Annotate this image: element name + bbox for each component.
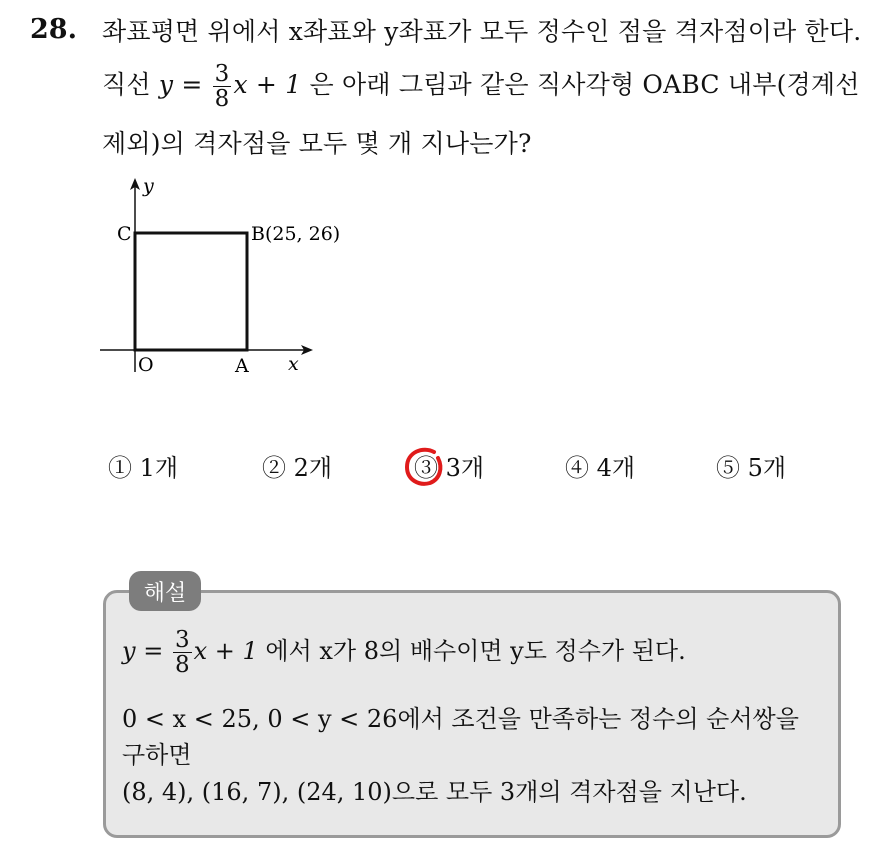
label-a: A [235, 355, 249, 377]
choice-1-text: 1개 [139, 454, 179, 482]
solution-fraction [173, 628, 192, 677]
label-c: C [117, 223, 132, 245]
solution-tag: 해설 [129, 571, 201, 611]
choice-5-marker: ⑤ [716, 454, 740, 482]
y-axis-label: y [143, 175, 154, 197]
solution-line-3: 구하면 [122, 741, 192, 769]
rectangle-oabc [135, 233, 247, 350]
question-line-2-suffix: 은 아래 그림과 같은 직사각형 OABC 내부(경계선 [309, 70, 860, 100]
rectangle-graph [95, 172, 355, 387]
solution-fraction-numerator: 3 [174, 627, 190, 653]
equation-lhs: y = [158, 70, 203, 100]
choice-1-marker: ① [108, 454, 132, 482]
question-line-1: 좌표평면 위에서 x좌표와 y좌표가 모두 정수인 점을 격자점이라 한다. [102, 17, 862, 46]
equation-rhs: x + 1 [233, 70, 302, 100]
x-axis-label: x [288, 353, 299, 375]
fraction-numerator: 3 [214, 61, 230, 87]
question-line-2 [102, 62, 860, 111]
solution-eq-lhs: y = [122, 637, 164, 666]
choice-2-text: 2개 [293, 454, 333, 482]
label-o: O [138, 354, 154, 376]
choice-5-text: 5개 [747, 454, 787, 482]
fraction-denominator: 8 [214, 86, 230, 113]
choice-4[interactable] [565, 448, 635, 483]
choice-4-marker: ④ [565, 454, 589, 482]
question-number: 28. [30, 14, 77, 45]
label-b: B(25, 26) [251, 223, 341, 245]
question-line-2-prefix: 직선 [102, 70, 151, 100]
choice-1[interactable] [108, 448, 178, 483]
solution-line-4: (8, 4), (16, 7), (24, 10)으로 모두 3개의 격자점을 지난다. [122, 778, 747, 806]
choice-3-text: 3개 [445, 454, 485, 482]
choice-2-marker: ② [262, 454, 286, 482]
solution-line-1-suffix: 에서 x가 8의 배수이면 y도 정수가 된다. [265, 637, 686, 666]
solution-fraction-denominator: 8 [174, 652, 190, 679]
choice-4-text: 4개 [596, 454, 636, 482]
choice-3-marker: ③ [414, 454, 438, 482]
solution-line-1 [122, 628, 686, 677]
equation-fraction [213, 62, 232, 111]
solution-eq-rhs: x + 1 [193, 637, 258, 666]
question-line-3: 제외)의 격자점을 모두 몇 개 지나는가? [102, 129, 532, 158]
answer-circle-mark [403, 446, 445, 488]
choice-2[interactable] [262, 448, 332, 483]
solution-line-2: 0 < x < 25, 0 < y < 26에서 조건을 만족하는 정수의 순서쌍을 [122, 705, 799, 733]
choice-5[interactable] [716, 448, 786, 483]
